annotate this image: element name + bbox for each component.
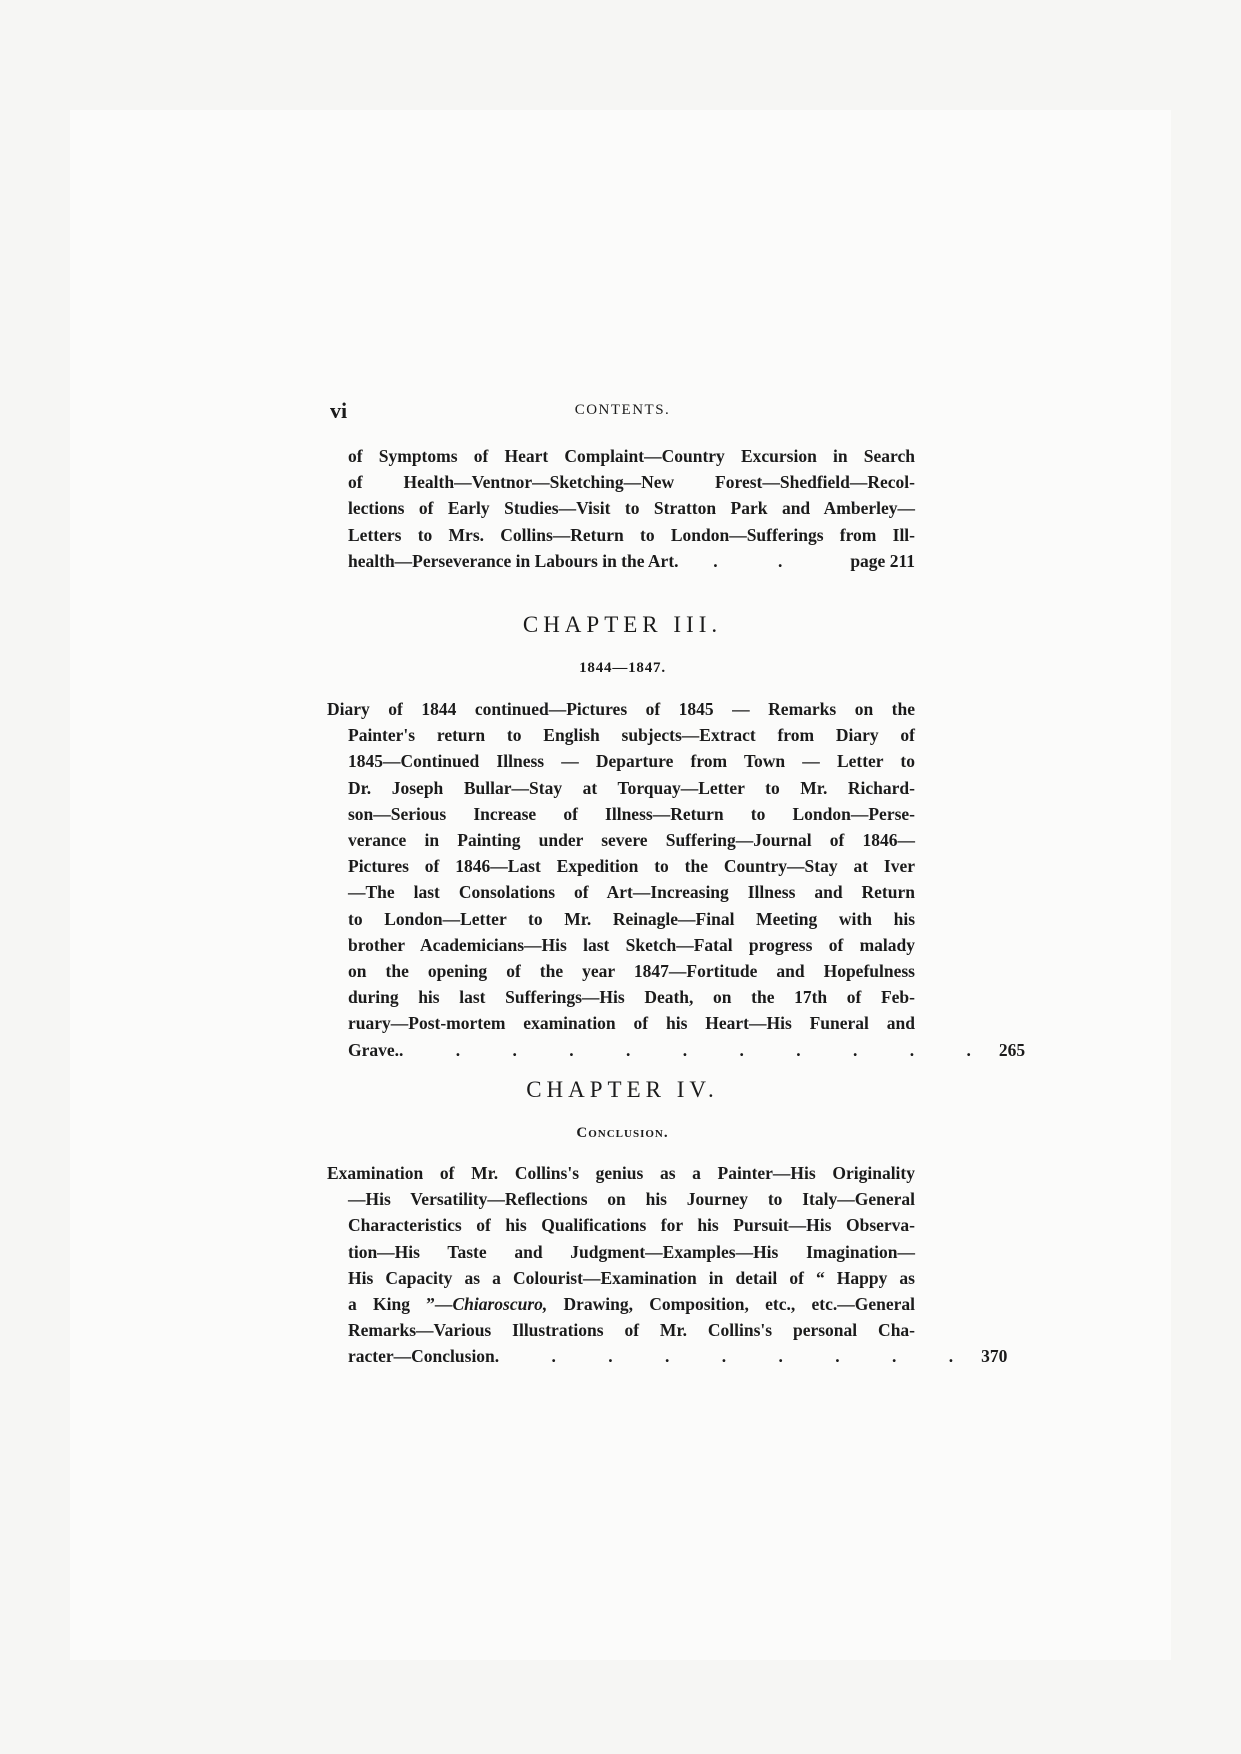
entry-line: —The last Consolations of Art—Increasing Illness and Return: [348, 882, 915, 903]
entry-line: —His Versatility—Reflections on his Journey to Italy—General: [348, 1189, 915, 1210]
entry-line: ruary—Post-mortem examination of his Heart—His Funeral and: [348, 1013, 915, 1034]
entry-line: [348, 1291, 915, 1317]
page-reference: 265: [998, 1039, 1026, 1060]
running-head: [330, 398, 915, 428]
entry-line: during his last Sufferings—His Death, on the 17th of Feb-: [348, 987, 915, 1008]
chapter-4-entry: [327, 1160, 1008, 1370]
entry-line: Examination of Mr. Collins's genius as a Painter—His Originality: [327, 1163, 915, 1183]
dot-leader: . .: [713, 550, 811, 571]
entry-line: Letters to Mrs. Collins—Return to London—Sufferings from Ill-: [348, 524, 915, 545]
entry-line: Dr. Joseph Bullar—Stay at Torquay—Letter to Mr. Richard-: [348, 777, 915, 798]
entry-last-text: health—Perseverance in Labours in the Art.: [348, 550, 679, 571]
chapter-2-entry: [348, 443, 915, 574]
entry-line: His Capacity as a Colourist—Examination in detail of “ Happy as: [348, 1267, 915, 1288]
dot-leader: . . . . . . . . .: [494, 1346, 978, 1367]
chapter-3-dates: 1844—1847.: [579, 660, 666, 676]
entry-line: son—Serious Increase of Illness—Return to London—Perse-: [348, 803, 915, 824]
entry-last-line: [348, 1037, 1026, 1063]
running-title: CONTENTS.: [574, 402, 671, 418]
entry-line: tion—His Taste and Judgment—Examples—His Imagination—: [348, 1241, 915, 1262]
entry-line: of Symptoms of Heart Complaint—Country Excursion in Search: [348, 446, 915, 466]
entry-last-line: [348, 1343, 1008, 1369]
chapter-3-entry: [327, 696, 1026, 1063]
page-reference: page 211: [850, 550, 915, 571]
chapter-4-subtitle: Conclusion.: [576, 1125, 669, 1141]
entry-last-text: racter—Conclusion: [348, 1346, 495, 1367]
page-number: vi: [330, 398, 348, 423]
entry-last-text: Grave.: [348, 1039, 400, 1060]
entry-line: lections of Early Studies—Visit to Stratton Park and Amberley—: [348, 498, 915, 519]
entry-italic-term: Chiaroscuro,: [452, 1294, 548, 1315]
entry-line: Characteristics of his Qualifications for his Pursuit—His Observa-: [348, 1215, 915, 1236]
entry-text: Drawing, Composition, etc., etc.—General: [547, 1294, 915, 1315]
entry-line: Diary of 1844 continued—Pictures of 1845 — Remarks on the: [327, 699, 915, 719]
entry-line: Painter's return to English subjects—Extract from Diary of: [348, 725, 915, 746]
chapter-3-heading: CHAPTER III.: [522, 612, 723, 637]
entry-line: brother Academicians—His last Sketch—Fatal progress of malady: [348, 934, 915, 955]
chapter-4-heading: CHAPTER IV.: [526, 1077, 719, 1102]
entry-line: of Health—Ventnor—Sketching—New Forest—Shedfield—Recol-: [348, 472, 915, 493]
entry-last-line: [348, 548, 915, 574]
entry-line: 1845—Continued Illness — Departure from Town — Letter to: [348, 751, 915, 772]
entry-line: Pictures of 1846—Last Expedition to the Country—Stay at Iver: [348, 856, 915, 877]
entry-line: verance in Painting under severe Suffering—Journal of 1846—: [348, 830, 915, 851]
page-reference: 370: [981, 1346, 1008, 1367]
entry-text: a King ”—: [348, 1294, 453, 1315]
entry-line: to London—Letter to Mr. Reinagle—Final Meeting with his: [348, 908, 915, 929]
entry-line: Remarks—Various Illustrations of Mr. Collins's personal Cha-: [348, 1320, 915, 1341]
dot-leader: . . . . . . . . . . .: [399, 1039, 995, 1060]
entry-line: on the opening of the year 1847—Fortitude and Hopefulness: [348, 961, 915, 982]
